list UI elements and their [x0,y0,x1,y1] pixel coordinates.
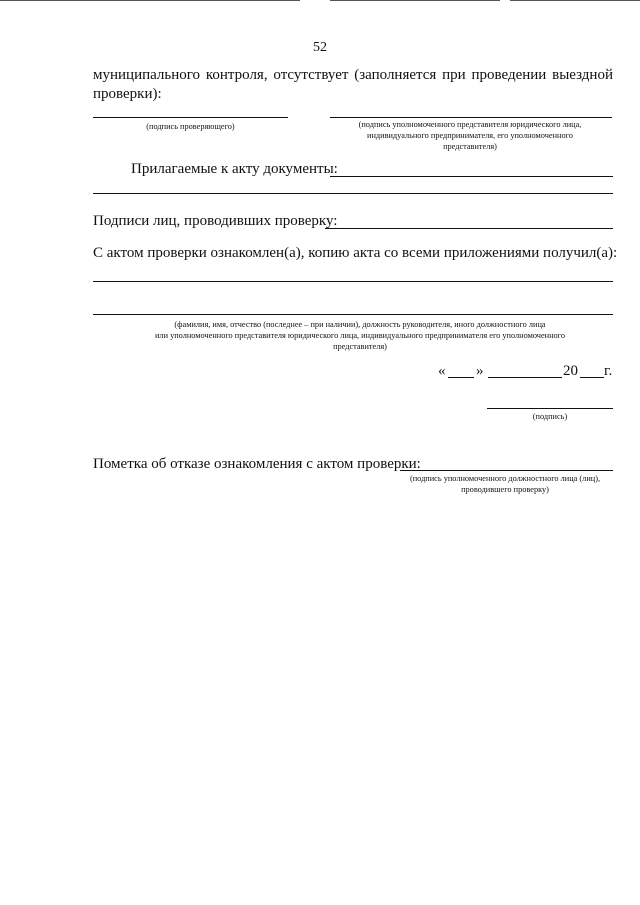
date-close-quote: » [476,363,484,379]
date-year-prefix: 20 [563,363,578,379]
refusal-label: Пометка об отказе ознакомления с актом проверки: [93,456,421,472]
date-open-quote: « [438,363,446,379]
scan-edge-line [510,0,640,1]
date-year-line [580,377,604,378]
intro-line-1: муниципального контроля, отсутствует (заполняется при проведении выездной [93,67,613,83]
acknowledgement-line-1 [93,281,613,282]
scan-edge-line [0,0,300,1]
inspectors-signatures-line [325,228,613,229]
acknowledgement-label: С актом проверки ознакомлен(а), копию акта со всеми приложениями получил(а): [93,245,618,261]
representative-caption-line-1: (подпись уполномоченного представителя юридического лица, [358,120,582,129]
representative-caption-line-2: индивидуального предпринимателя, его уполномоченного [367,131,573,140]
name-caption-line-2: или уполномоченного представителя юридического лица, индивидуального предпринимателя его уполномоченного [154,331,566,340]
inspectors-signatures-label: Подписи лиц, проводивших проверку: [93,213,338,229]
date-day-line [448,377,474,378]
refusal-caption-line-2: проводившего проверку) [461,485,549,494]
name-caption-line-3: представителя) [333,342,387,351]
scan-edge-line [330,0,500,1]
refusal-signature-line [400,470,613,471]
page-number: 52 [313,40,327,55]
date-month-line [488,377,562,378]
acknowledgement-line-2 [93,314,613,315]
signature-caption: (подпись) [532,412,568,421]
attached-documents-line-2 [93,193,613,194]
refusal-caption-line-1: (подпись уполномоченного должностного лица (лиц), [409,474,601,483]
intro-line-2: проверки): [93,86,162,102]
date-year-suffix: г. [604,363,613,379]
name-caption-line-1: (фамилия, имя, отчество (последнее – при наличии), должность руководителя, иного должностного лица [174,320,546,329]
inspector-signature-caption: (подпись проверяющего) [146,122,235,131]
inspector-signature-line [93,117,288,118]
attached-documents-label: Прилагаемые к акту документы: [131,161,338,177]
attached-documents-line [330,176,613,177]
representative-caption-line-3: представителя) [443,142,497,151]
representative-signature-line [330,117,612,118]
signature-line [487,408,613,409]
